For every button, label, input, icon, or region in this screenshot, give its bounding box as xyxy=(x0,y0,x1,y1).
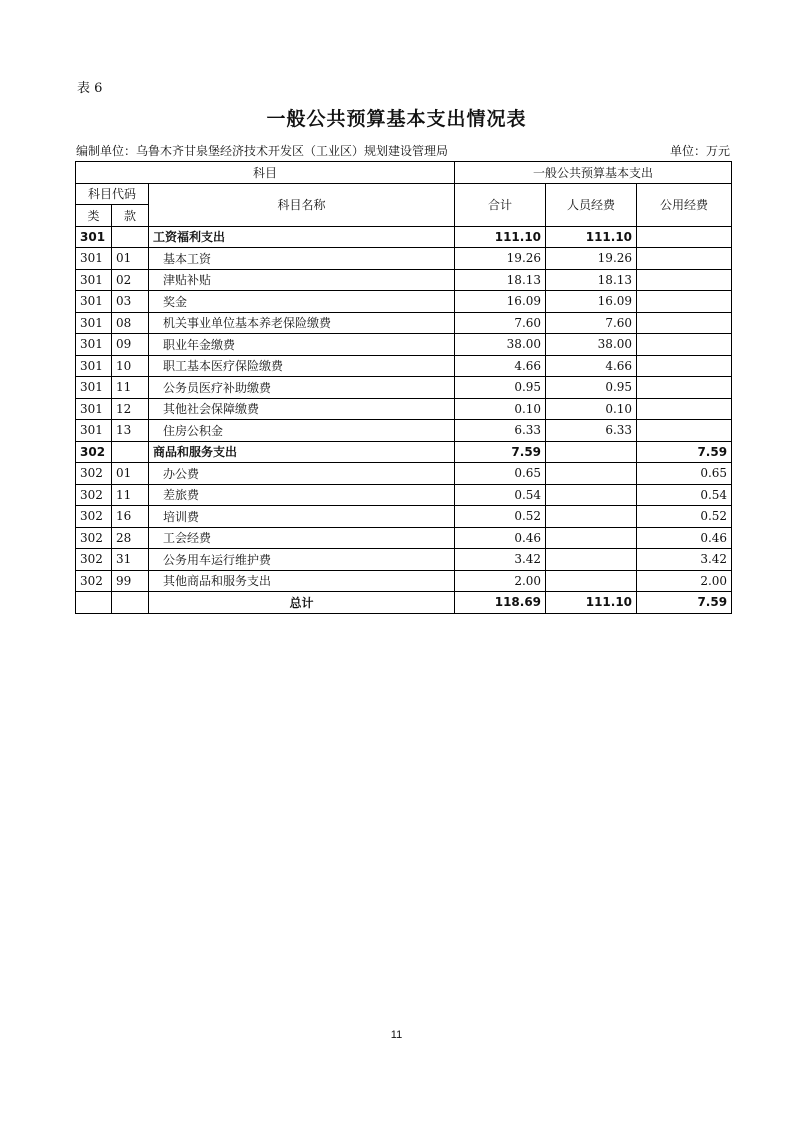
table-row xyxy=(76,570,732,592)
organization-label: 编制单位：乌鲁木齐甘泉堡经济技术开发区（工业区）规划建设管理局 xyxy=(76,144,449,158)
class-code-cell: 301 xyxy=(76,334,112,356)
class-code-cell: 302 xyxy=(76,549,112,571)
personnel-cell: 38.00 xyxy=(546,334,637,356)
class-code-cell: 301 xyxy=(76,248,112,270)
personnel-cell: 4.66 xyxy=(546,355,637,377)
header-subject: 科目 xyxy=(76,162,455,184)
item-code-cell xyxy=(112,441,149,463)
public-cell xyxy=(637,355,732,377)
public-cell xyxy=(637,377,732,399)
personnel-cell: 0.95 xyxy=(546,377,637,399)
subject-name-cell: 奖金 xyxy=(149,291,455,313)
class-code-cell: 302 xyxy=(76,506,112,528)
public-cell xyxy=(637,334,732,356)
subject-name-cell: 公务用车运行维护费 xyxy=(149,549,455,571)
item-code-cell: 03 xyxy=(112,291,149,313)
class-code-cell: 302 xyxy=(76,463,112,485)
total-cell: 111.10 xyxy=(455,226,546,248)
table-body xyxy=(76,226,732,592)
header-subject-code: 科目代码 xyxy=(76,183,149,205)
subject-name-cell: 工资福利支出 xyxy=(149,226,455,248)
table-group-row xyxy=(76,226,732,248)
table-row xyxy=(76,549,732,571)
subject-name-cell: 培训费 xyxy=(149,506,455,528)
subject-name-cell: 基本工资 xyxy=(149,248,455,270)
public-cell: 2.00 xyxy=(637,570,732,592)
public-cell: 7.59 xyxy=(637,441,732,463)
total-cell: 0.52 xyxy=(455,506,546,528)
total-cell: 3.42 xyxy=(455,549,546,571)
total-sum: 118.69 xyxy=(455,592,546,614)
public-cell xyxy=(637,312,732,334)
subject-name-cell: 商品和服务支出 xyxy=(149,441,455,463)
class-code-cell: 301 xyxy=(76,226,112,248)
total-cell: 38.00 xyxy=(455,334,546,356)
class-code-cell: 301 xyxy=(76,398,112,420)
page-number: 11 xyxy=(390,1029,403,1041)
item-code-cell: 09 xyxy=(112,334,149,356)
table-row xyxy=(76,355,732,377)
public-cell xyxy=(637,398,732,420)
total-cell: 0.95 xyxy=(455,377,546,399)
total-public: 7.59 xyxy=(637,592,732,614)
public-cell xyxy=(637,420,732,442)
header-total: 合计 xyxy=(455,183,546,226)
table-number: 表 6 xyxy=(77,81,103,96)
personnel-cell: 0.10 xyxy=(546,398,637,420)
personnel-cell: 16.09 xyxy=(546,291,637,313)
table-row xyxy=(76,420,732,442)
item-code-cell xyxy=(112,226,149,248)
subject-name-cell: 其他社会保障缴费 xyxy=(149,398,455,420)
header-public: 公用经费 xyxy=(637,183,732,226)
total-label: 总计 xyxy=(149,592,455,614)
public-cell xyxy=(637,248,732,270)
table-row xyxy=(76,463,732,485)
class-code-cell: 301 xyxy=(76,291,112,313)
total-cell: 0.54 xyxy=(455,484,546,506)
personnel-cell: 19.26 xyxy=(546,248,637,270)
document-title: 一般公共预算基本支出情况表 xyxy=(266,108,527,130)
item-code-cell: 08 xyxy=(112,312,149,334)
subject-name-cell: 职工基本医疗保险缴费 xyxy=(149,355,455,377)
subject-name-cell: 公务员医疗补助缴费 xyxy=(149,377,455,399)
total-cell: 6.33 xyxy=(455,420,546,442)
personnel-cell xyxy=(546,463,637,485)
subject-name-cell: 其他商品和服务支出 xyxy=(149,570,455,592)
subject-name-cell: 办公费 xyxy=(149,463,455,485)
personnel-cell xyxy=(546,506,637,528)
item-code-cell: 01 xyxy=(112,248,149,270)
table-row xyxy=(76,484,732,506)
header-item: 款 xyxy=(112,205,149,227)
header-subject-name: 科目名称 xyxy=(149,183,455,226)
table-row xyxy=(76,377,732,399)
item-code-cell: 16 xyxy=(112,506,149,528)
table-row xyxy=(76,291,732,313)
item-code-cell: 28 xyxy=(112,527,149,549)
personnel-cell xyxy=(546,549,637,571)
header-class: 类 xyxy=(76,205,112,227)
total-cell: 0.10 xyxy=(455,398,546,420)
table-row xyxy=(76,527,732,549)
table-row xyxy=(76,269,732,291)
total-cell: 16.09 xyxy=(455,291,546,313)
personnel-cell xyxy=(546,484,637,506)
public-cell: 0.65 xyxy=(637,463,732,485)
total-cell: 4.66 xyxy=(455,355,546,377)
subject-name-cell: 工会经费 xyxy=(149,527,455,549)
public-cell xyxy=(637,226,732,248)
item-code-cell: 11 xyxy=(112,377,149,399)
total-cell: 7.60 xyxy=(455,312,546,334)
currency-unit-label: 单位：万元 xyxy=(669,144,730,158)
total-cell: 7.59 xyxy=(455,441,546,463)
class-code-cell: 301 xyxy=(76,312,112,334)
class-code-cell: 302 xyxy=(76,527,112,549)
table-group-row xyxy=(76,441,732,463)
total-cell: 18.13 xyxy=(455,269,546,291)
class-code-cell: 301 xyxy=(76,355,112,377)
item-code-cell: 11 xyxy=(112,484,149,506)
total-row xyxy=(76,592,732,614)
personnel-cell: 7.60 xyxy=(546,312,637,334)
subject-name-cell: 津贴补贴 xyxy=(149,269,455,291)
subject-name-cell: 住房公积金 xyxy=(149,420,455,442)
total-empty-class xyxy=(76,592,112,614)
public-cell: 0.52 xyxy=(637,506,732,528)
item-code-cell: 12 xyxy=(112,398,149,420)
subject-name-cell: 机关事业单位基本养老保险缴费 xyxy=(149,312,455,334)
personnel-cell: 111.10 xyxy=(546,226,637,248)
personnel-cell xyxy=(546,527,637,549)
class-code-cell: 301 xyxy=(76,420,112,442)
table-row xyxy=(76,248,732,270)
item-code-cell: 31 xyxy=(112,549,149,571)
table-row xyxy=(76,506,732,528)
header-general-budget: 一般公共预算基本支出 xyxy=(455,162,732,184)
table-row xyxy=(76,334,732,356)
personnel-cell: 18.13 xyxy=(546,269,637,291)
class-code-cell: 301 xyxy=(76,269,112,291)
subject-name-cell: 职业年金缴费 xyxy=(149,334,455,356)
item-code-cell: 10 xyxy=(112,355,149,377)
total-empty-item xyxy=(112,592,149,614)
personnel-cell: 6.33 xyxy=(546,420,637,442)
public-cell: 0.46 xyxy=(637,527,732,549)
class-code-cell: 302 xyxy=(76,441,112,463)
header-personnel: 人员经费 xyxy=(546,183,637,226)
item-code-cell: 99 xyxy=(112,570,149,592)
public-cell: 0.54 xyxy=(637,484,732,506)
public-cell xyxy=(637,269,732,291)
total-cell: 0.65 xyxy=(455,463,546,485)
public-cell: 3.42 xyxy=(637,549,732,571)
item-code-cell: 01 xyxy=(112,463,149,485)
total-cell: 0.46 xyxy=(455,527,546,549)
table-header xyxy=(76,162,732,227)
total-personnel: 111.10 xyxy=(546,592,637,614)
total-cell: 19.26 xyxy=(455,248,546,270)
class-code-cell: 302 xyxy=(76,484,112,506)
table-row xyxy=(76,398,732,420)
item-code-cell: 02 xyxy=(112,269,149,291)
budget-table xyxy=(75,161,732,614)
item-code-cell: 13 xyxy=(112,420,149,442)
total-cell: 2.00 xyxy=(455,570,546,592)
personnel-cell xyxy=(546,441,637,463)
public-cell xyxy=(637,291,732,313)
subject-name-cell: 差旅费 xyxy=(149,484,455,506)
class-code-cell: 302 xyxy=(76,570,112,592)
personnel-cell xyxy=(546,570,637,592)
class-code-cell: 301 xyxy=(76,377,112,399)
table-row xyxy=(76,312,732,334)
